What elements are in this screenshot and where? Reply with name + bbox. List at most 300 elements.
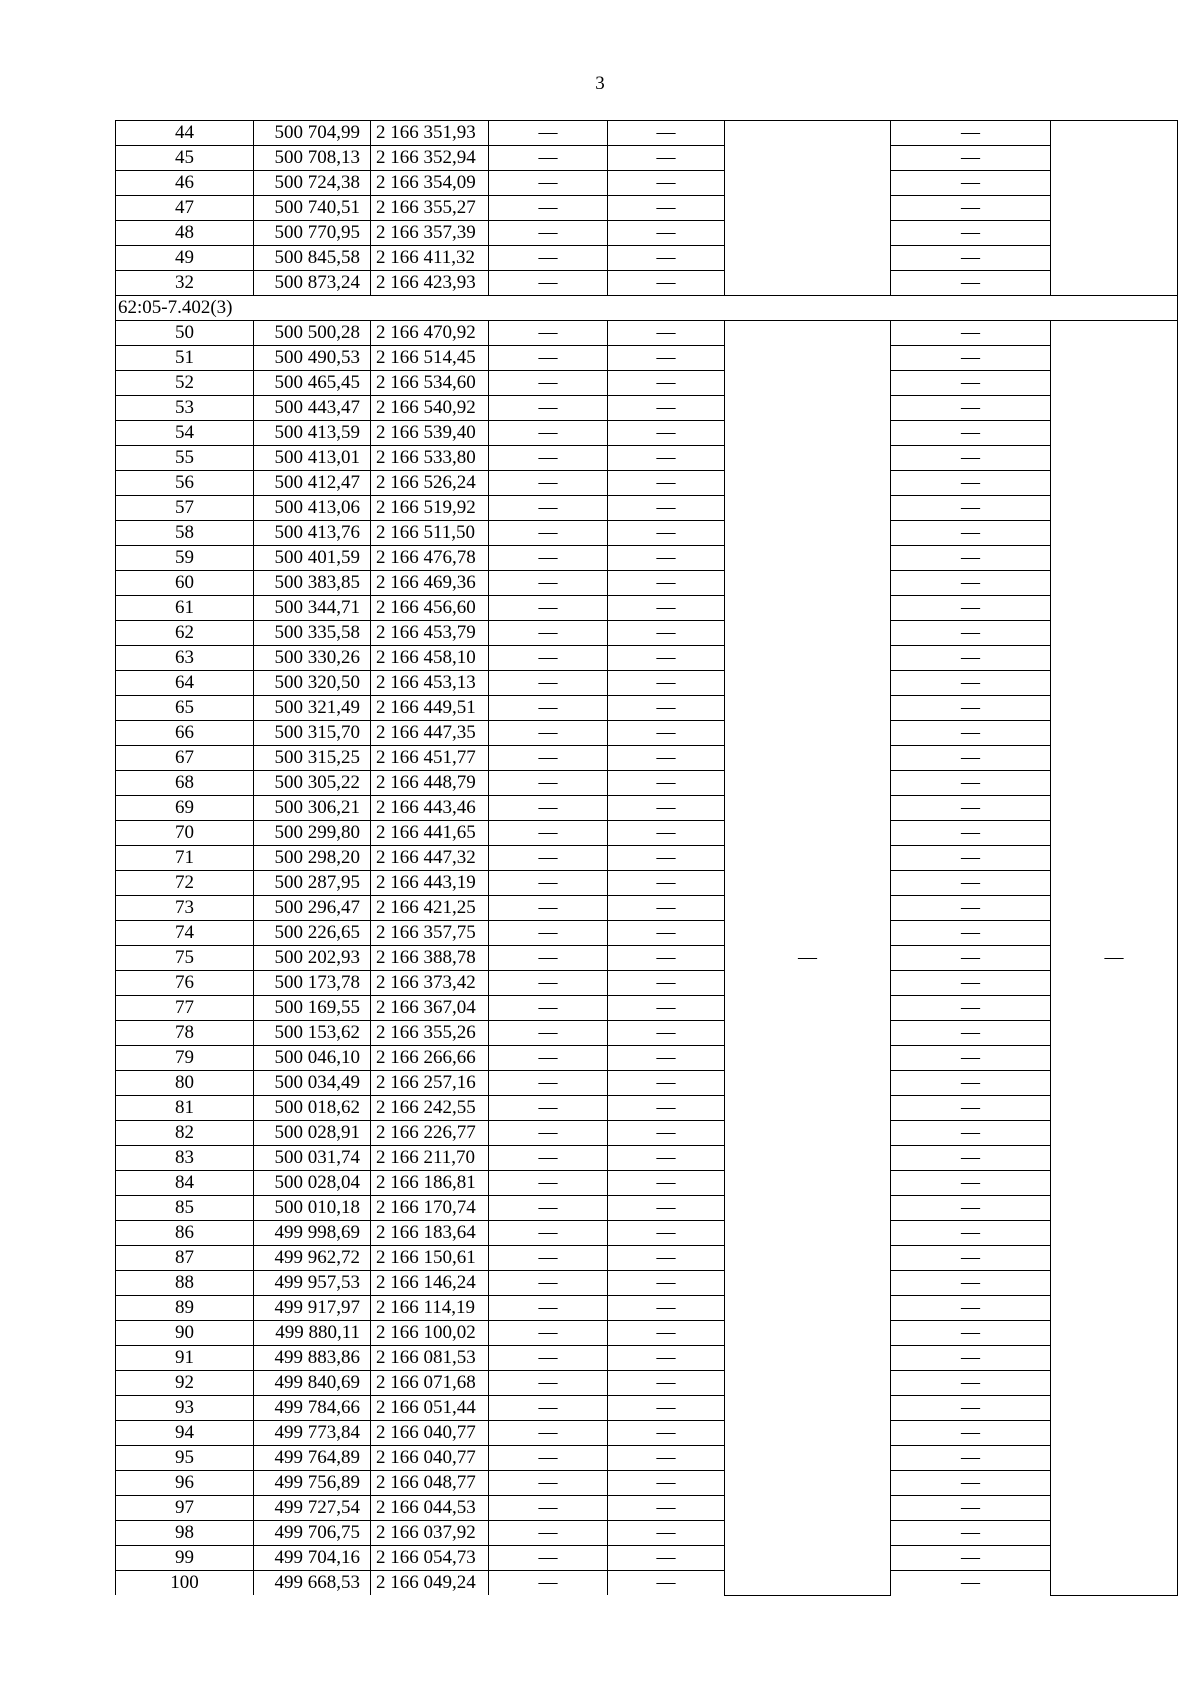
dash-cell: — — [891, 1271, 1051, 1296]
dash-cell: — — [489, 921, 608, 946]
table-row — [116, 271, 1178, 296]
dash-cell: — — [608, 646, 725, 671]
point-number-cell: 87 — [116, 1246, 254, 1271]
dash-cell: — — [489, 446, 608, 471]
dash-cell: — — [891, 121, 1051, 146]
table-row — [116, 1021, 1178, 1046]
y-coordinate-cell: 2 166 421,25 — [371, 896, 489, 921]
dash-cell: — — [489, 396, 608, 421]
dash-cell: — — [891, 571, 1051, 596]
point-number-cell: 75 — [116, 946, 254, 971]
table-row — [116, 221, 1178, 246]
dash-cell: — — [608, 1546, 725, 1571]
point-number-cell: 100 — [116, 1571, 254, 1596]
dash-cell: — — [489, 671, 608, 696]
point-number-cell: 81 — [116, 1096, 254, 1121]
point-number-cell: 57 — [116, 496, 254, 521]
dash-cell: — — [891, 1246, 1051, 1271]
dash-cell: — — [608, 996, 725, 1021]
point-number-cell: 76 — [116, 971, 254, 996]
dash-cell: — — [489, 1571, 608, 1596]
point-number-cell: 60 — [116, 571, 254, 596]
table-row — [116, 1396, 1178, 1421]
dash-cell: — — [891, 896, 1051, 921]
table-row — [116, 1096, 1178, 1121]
dash-cell: — — [608, 271, 725, 296]
point-number-cell: 58 — [116, 521, 254, 546]
x-coordinate-cell: 500 169,55 — [254, 996, 371, 1021]
dash-cell: — — [489, 346, 608, 371]
dash-cell: — — [489, 1296, 608, 1321]
dash-cell: — — [489, 571, 608, 596]
y-coordinate-cell: 2 166 453,13 — [371, 671, 489, 696]
table-row — [116, 1496, 1178, 1521]
dash-cell: — — [891, 1521, 1051, 1546]
dash-cell: — — [489, 696, 608, 721]
point-number-cell: 61 — [116, 596, 254, 621]
dash-cell: — — [891, 1046, 1051, 1071]
dash-cell: — — [608, 346, 725, 371]
dash-cell: — — [608, 1346, 725, 1371]
section-title: 62:05-7.402(3) — [116, 296, 1178, 321]
y-coordinate-cell: 2 166 054,73 — [371, 1546, 489, 1571]
coordinates-table — [115, 120, 1178, 1596]
point-number-cell: 45 — [116, 146, 254, 171]
point-number-cell: 83 — [116, 1146, 254, 1171]
x-coordinate-cell: 500 704,99 — [254, 121, 371, 146]
dash-cell: — — [608, 571, 725, 596]
y-coordinate-cell: 2 166 519,92 — [371, 496, 489, 521]
merged-cell: — — [1051, 321, 1178, 1596]
table-row — [116, 321, 1178, 346]
dash-cell: — — [608, 971, 725, 996]
page-number: 3 — [595, 73, 605, 94]
table-row — [116, 646, 1178, 671]
x-coordinate-cell: 500 335,58 — [254, 621, 371, 646]
x-coordinate-cell: 499 883,86 — [254, 1346, 371, 1371]
dash-cell: — — [891, 396, 1051, 421]
table-row — [116, 696, 1178, 721]
table-row — [116, 1521, 1178, 1546]
dash-cell: — — [608, 871, 725, 896]
dash-cell: — — [608, 1371, 725, 1396]
dash-cell: — — [489, 1496, 608, 1521]
y-coordinate-cell: 2 166 388,78 — [371, 946, 489, 971]
dash-cell: — — [891, 1096, 1051, 1121]
dash-cell: — — [608, 146, 725, 171]
x-coordinate-cell: 500 413,59 — [254, 421, 371, 446]
dash-cell: — — [489, 271, 608, 296]
dash-cell: — — [608, 246, 725, 271]
point-number-cell: 62 — [116, 621, 254, 646]
table-row — [116, 721, 1178, 746]
dash-cell: — — [608, 1396, 725, 1421]
dash-cell: — — [608, 1446, 725, 1471]
dash-cell: — — [608, 321, 725, 346]
x-coordinate-cell: 499 957,53 — [254, 1271, 371, 1296]
y-coordinate-cell: 2 166 040,77 — [371, 1421, 489, 1446]
point-number-cell: 69 — [116, 796, 254, 821]
table-row — [116, 1346, 1178, 1371]
dash-cell: — — [891, 271, 1051, 296]
y-coordinate-cell: 2 166 048,77 — [371, 1471, 489, 1496]
dash-cell: — — [891, 796, 1051, 821]
section-header-row — [116, 296, 1178, 321]
table-row — [116, 196, 1178, 221]
dash-cell: — — [489, 1421, 608, 1446]
table-row — [116, 1196, 1178, 1221]
point-number-cell: 50 — [116, 321, 254, 346]
point-number-cell: 52 — [116, 371, 254, 396]
dash-cell: — — [489, 1246, 608, 1271]
y-coordinate-cell: 2 166 146,24 — [371, 1271, 489, 1296]
table-row — [116, 1221, 1178, 1246]
dash-cell: — — [891, 621, 1051, 646]
table-row — [116, 446, 1178, 471]
table-row — [116, 896, 1178, 921]
merged-cell — [1051, 121, 1178, 296]
point-number-cell: 65 — [116, 696, 254, 721]
y-coordinate-cell: 2 166 470,92 — [371, 321, 489, 346]
point-number-cell: 71 — [116, 846, 254, 871]
table-row — [116, 571, 1178, 596]
x-coordinate-cell: 500 443,47 — [254, 396, 371, 421]
dash-cell: — — [608, 721, 725, 746]
dash-cell: — — [489, 1521, 608, 1546]
table-row — [116, 846, 1178, 871]
x-coordinate-cell: 499 773,84 — [254, 1421, 371, 1446]
dash-cell: — — [608, 671, 725, 696]
y-coordinate-cell: 2 166 211,70 — [371, 1146, 489, 1171]
dash-cell: — — [891, 1171, 1051, 1196]
dash-cell: — — [608, 821, 725, 846]
point-number-cell: 51 — [116, 346, 254, 371]
dash-cell: — — [891, 846, 1051, 871]
dash-cell: — — [489, 521, 608, 546]
x-coordinate-cell: 500 708,13 — [254, 146, 371, 171]
point-number-cell: 94 — [116, 1421, 254, 1446]
table-row — [116, 1571, 1178, 1596]
x-coordinate-cell: 500 202,93 — [254, 946, 371, 971]
x-coordinate-cell: 499 706,75 — [254, 1521, 371, 1546]
point-number-cell: 64 — [116, 671, 254, 696]
table-row — [116, 1271, 1178, 1296]
point-number-cell: 86 — [116, 1221, 254, 1246]
x-coordinate-cell: 500 031,74 — [254, 1146, 371, 1171]
point-number-cell: 93 — [116, 1396, 254, 1421]
dash-cell: — — [608, 1471, 725, 1496]
dash-cell: — — [891, 471, 1051, 496]
x-coordinate-cell: 500 296,47 — [254, 896, 371, 921]
dash-cell: — — [489, 1446, 608, 1471]
dash-cell: — — [489, 1471, 608, 1496]
x-coordinate-cell: 500 412,47 — [254, 471, 371, 496]
x-coordinate-cell: 500 724,38 — [254, 171, 371, 196]
y-coordinate-cell: 2 166 040,77 — [371, 1446, 489, 1471]
dash-cell: — — [608, 121, 725, 146]
dash-cell: — — [891, 871, 1051, 896]
y-coordinate-cell: 2 166 355,26 — [371, 1021, 489, 1046]
dash-cell: — — [891, 221, 1051, 246]
y-coordinate-cell: 2 166 456,60 — [371, 596, 489, 621]
dash-cell: — — [891, 196, 1051, 221]
table-row — [116, 1446, 1178, 1471]
y-coordinate-cell: 2 166 511,50 — [371, 521, 489, 546]
x-coordinate-cell: 500 018,62 — [254, 1096, 371, 1121]
point-number-cell: 82 — [116, 1121, 254, 1146]
y-coordinate-cell: 2 166 357,75 — [371, 921, 489, 946]
table-row — [116, 146, 1178, 171]
dash-cell: — — [489, 746, 608, 771]
x-coordinate-cell: 500 873,24 — [254, 271, 371, 296]
dash-cell: — — [608, 221, 725, 246]
x-coordinate-cell: 500 173,78 — [254, 971, 371, 996]
x-coordinate-cell: 499 917,97 — [254, 1296, 371, 1321]
dash-cell: — — [489, 196, 608, 221]
table-row — [116, 946, 1178, 971]
x-coordinate-cell: 500 330,26 — [254, 646, 371, 671]
dash-cell: — — [489, 1346, 608, 1371]
table-row — [116, 471, 1178, 496]
point-number-cell: 80 — [116, 1071, 254, 1096]
dash-cell: — — [489, 871, 608, 896]
dash-cell: — — [489, 121, 608, 146]
x-coordinate-cell: 500 010,18 — [254, 1196, 371, 1221]
table-row — [116, 1471, 1178, 1496]
y-coordinate-cell: 2 166 266,66 — [371, 1046, 489, 1071]
dash-cell: — — [608, 1021, 725, 1046]
dash-cell: — — [489, 896, 608, 921]
table-row — [116, 546, 1178, 571]
dash-cell: — — [608, 1271, 725, 1296]
y-coordinate-cell: 2 166 469,36 — [371, 571, 489, 596]
dash-cell: — — [489, 1096, 608, 1121]
y-coordinate-cell: 2 166 051,44 — [371, 1396, 489, 1421]
dash-cell: — — [608, 521, 725, 546]
dash-cell: — — [891, 996, 1051, 1021]
y-coordinate-cell: 2 166 357,39 — [371, 221, 489, 246]
table-row — [116, 596, 1178, 621]
x-coordinate-cell: 500 401,59 — [254, 546, 371, 571]
dash-cell: — — [891, 1421, 1051, 1446]
x-coordinate-cell: 499 840,69 — [254, 1371, 371, 1396]
dash-cell: — — [608, 1096, 725, 1121]
x-coordinate-cell: 500 046,10 — [254, 1046, 371, 1071]
point-number-cell: 97 — [116, 1496, 254, 1521]
table-row — [116, 671, 1178, 696]
dash-cell: — — [608, 371, 725, 396]
x-coordinate-cell: 499 880,11 — [254, 1321, 371, 1346]
y-coordinate-cell: 2 166 443,46 — [371, 796, 489, 821]
dash-cell: — — [489, 1171, 608, 1196]
table-row — [116, 921, 1178, 946]
y-coordinate-cell: 2 166 449,51 — [371, 696, 489, 721]
y-coordinate-cell: 2 166 071,68 — [371, 1371, 489, 1396]
dash-cell: — — [891, 921, 1051, 946]
dash-cell: — — [608, 946, 725, 971]
table-row — [116, 171, 1178, 196]
table-row — [116, 821, 1178, 846]
x-coordinate-cell: 499 962,72 — [254, 1246, 371, 1271]
dash-cell: — — [608, 496, 725, 521]
merged-cell: — — [725, 321, 891, 1596]
dash-cell: — — [608, 1046, 725, 1071]
y-coordinate-cell: 2 166 183,64 — [371, 1221, 489, 1246]
point-number-cell: 73 — [116, 896, 254, 921]
table-row — [116, 996, 1178, 1021]
dash-cell: — — [489, 846, 608, 871]
table-row — [116, 121, 1178, 146]
table-row — [116, 1296, 1178, 1321]
dash-cell: — — [489, 1146, 608, 1171]
dash-cell: — — [891, 696, 1051, 721]
x-coordinate-cell: 500 413,06 — [254, 496, 371, 521]
dash-cell: — — [489, 471, 608, 496]
dash-cell: — — [489, 421, 608, 446]
y-coordinate-cell: 2 166 037,92 — [371, 1521, 489, 1546]
dash-cell: — — [891, 646, 1051, 671]
x-coordinate-cell: 499 668,53 — [254, 1571, 371, 1596]
dash-cell: — — [891, 1321, 1051, 1346]
table-row — [116, 971, 1178, 996]
y-coordinate-cell: 2 166 367,04 — [371, 996, 489, 1021]
y-coordinate-cell: 2 166 100,02 — [371, 1321, 489, 1346]
dash-cell: — — [891, 1071, 1051, 1096]
dash-cell: — — [891, 671, 1051, 696]
point-number-cell: 47 — [116, 196, 254, 221]
table-row — [116, 396, 1178, 421]
dash-cell: — — [489, 621, 608, 646]
y-coordinate-cell: 2 166 257,16 — [371, 1071, 489, 1096]
y-coordinate-cell: 2 166 448,79 — [371, 771, 489, 796]
dash-cell: — — [608, 1421, 725, 1446]
merged-cell — [725, 121, 891, 296]
dash-cell: — — [891, 946, 1051, 971]
point-number-cell: 55 — [116, 446, 254, 471]
dash-cell: — — [891, 1496, 1051, 1521]
point-number-cell: 90 — [116, 1321, 254, 1346]
dash-cell: — — [608, 1071, 725, 1096]
y-coordinate-cell: 2 166 447,32 — [371, 846, 489, 871]
y-coordinate-cell: 2 166 242,55 — [371, 1096, 489, 1121]
table-row — [116, 871, 1178, 896]
y-coordinate-cell: 2 166 170,74 — [371, 1196, 489, 1221]
point-number-cell: 59 — [116, 546, 254, 571]
dash-cell: — — [891, 1021, 1051, 1046]
y-coordinate-cell: 2 166 352,94 — [371, 146, 489, 171]
dash-cell: — — [891, 821, 1051, 846]
table-row — [116, 1371, 1178, 1396]
dash-cell: — — [891, 496, 1051, 521]
dash-cell: — — [891, 546, 1051, 571]
point-number-cell: 44 — [116, 121, 254, 146]
dash-cell: — — [891, 1221, 1051, 1246]
dash-cell: — — [489, 946, 608, 971]
dash-cell: — — [891, 146, 1051, 171]
point-number-cell: 67 — [116, 746, 254, 771]
point-number-cell: 53 — [116, 396, 254, 421]
dash-cell: — — [489, 496, 608, 521]
x-coordinate-cell: 500 226,65 — [254, 921, 371, 946]
dash-cell: — — [608, 621, 725, 646]
point-number-cell: 85 — [116, 1196, 254, 1221]
dash-cell: — — [608, 546, 725, 571]
dash-cell: — — [891, 521, 1051, 546]
dash-cell: — — [489, 1021, 608, 1046]
dash-cell: — — [891, 1371, 1051, 1396]
dash-cell: — — [891, 446, 1051, 471]
table-row — [116, 246, 1178, 271]
dash-cell: — — [608, 896, 725, 921]
x-coordinate-cell: 500 315,25 — [254, 746, 371, 771]
point-number-cell: 79 — [116, 1046, 254, 1071]
table-row — [116, 521, 1178, 546]
point-number-cell: 48 — [116, 221, 254, 246]
x-coordinate-cell: 500 298,20 — [254, 846, 371, 871]
point-number-cell: 88 — [116, 1271, 254, 1296]
table-row — [116, 1421, 1178, 1446]
table-row — [116, 346, 1178, 371]
point-number-cell: 78 — [116, 1021, 254, 1046]
y-coordinate-cell: 2 166 447,35 — [371, 721, 489, 746]
dash-cell: — — [891, 1396, 1051, 1421]
dash-cell: — — [891, 771, 1051, 796]
y-coordinate-cell: 2 166 351,93 — [371, 121, 489, 146]
dash-cell: — — [608, 396, 725, 421]
x-coordinate-cell: 500 490,53 — [254, 346, 371, 371]
point-number-cell: 89 — [116, 1296, 254, 1321]
table-row — [116, 1046, 1178, 1071]
dash-cell: — — [608, 796, 725, 821]
point-number-cell: 54 — [116, 421, 254, 446]
x-coordinate-cell: 500 320,50 — [254, 671, 371, 696]
y-coordinate-cell: 2 166 539,40 — [371, 421, 489, 446]
y-coordinate-cell: 2 166 533,80 — [371, 446, 489, 471]
dash-cell: — — [489, 1271, 608, 1296]
dash-cell: — — [489, 321, 608, 346]
point-number-cell: 46 — [116, 171, 254, 196]
dash-cell: — — [608, 1521, 725, 1546]
dash-cell: — — [489, 721, 608, 746]
y-coordinate-cell: 2 166 451,77 — [371, 746, 489, 771]
x-coordinate-cell: 500 299,80 — [254, 821, 371, 846]
dash-cell: — — [489, 1321, 608, 1346]
y-coordinate-cell: 2 166 443,19 — [371, 871, 489, 896]
y-coordinate-cell: 2 166 423,93 — [371, 271, 489, 296]
x-coordinate-cell: 500 845,58 — [254, 246, 371, 271]
dash-cell: — — [891, 1446, 1051, 1471]
y-coordinate-cell: 2 166 081,53 — [371, 1346, 489, 1371]
dash-cell: — — [608, 921, 725, 946]
y-coordinate-cell: 2 166 373,42 — [371, 971, 489, 996]
dash-cell: — — [608, 196, 725, 221]
table-row — [116, 1071, 1178, 1096]
point-number-cell: 49 — [116, 246, 254, 271]
dash-cell: — — [489, 1371, 608, 1396]
dash-cell: — — [891, 721, 1051, 746]
dash-cell: — — [608, 471, 725, 496]
point-number-cell: 99 — [116, 1546, 254, 1571]
x-coordinate-cell: 500 413,01 — [254, 446, 371, 471]
point-number-cell: 84 — [116, 1171, 254, 1196]
x-coordinate-cell: 499 764,89 — [254, 1446, 371, 1471]
table-row — [116, 746, 1178, 771]
point-number-cell: 70 — [116, 821, 254, 846]
y-coordinate-cell: 2 166 114,19 — [371, 1296, 489, 1321]
dash-cell: — — [489, 1546, 608, 1571]
y-coordinate-cell: 2 166 226,77 — [371, 1121, 489, 1146]
dash-cell: — — [489, 1046, 608, 1071]
